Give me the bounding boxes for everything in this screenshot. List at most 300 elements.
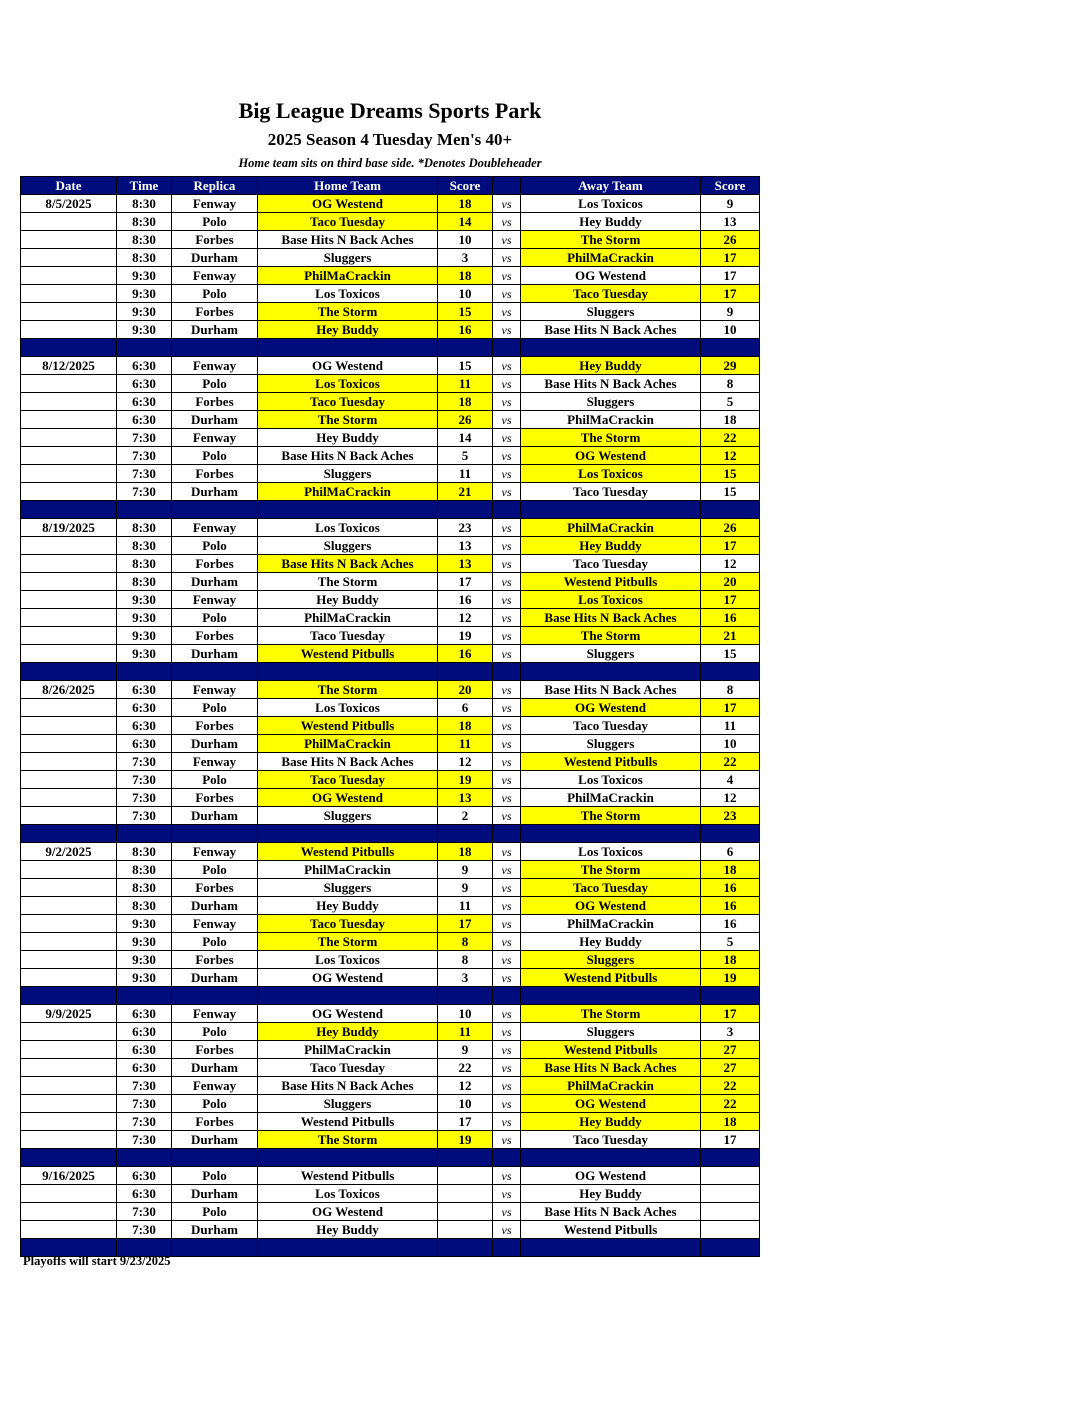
replica-cell: Polo: [172, 375, 258, 393]
home-score-cell: 17: [438, 1113, 493, 1131]
date-cell: [21, 951, 117, 969]
separator-cell: [438, 987, 493, 1005]
away-score-cell: 17: [701, 267, 760, 285]
home-team-cell: Sluggers: [258, 807, 438, 825]
time-cell: 6:30: [117, 1167, 172, 1185]
home-team-cell: Taco Tuesday: [258, 627, 438, 645]
vs-label: vs: [493, 231, 521, 249]
away-team-cell: Westend Pitbulls: [521, 1041, 701, 1059]
game-row: [21, 357, 760, 375]
home-score-cell: [438, 1167, 493, 1185]
home-score-cell: 14: [438, 213, 493, 231]
away-score-cell: 21: [701, 627, 760, 645]
home-score-cell: 11: [438, 465, 493, 483]
away-team-cell: PhilMaCrackin: [521, 915, 701, 933]
home-team-cell: Base Hits N Back Aches: [258, 753, 438, 771]
date-cell: [21, 717, 117, 735]
vs-label: vs: [493, 699, 521, 717]
away-team-cell: Los Toxicos: [521, 591, 701, 609]
away-score-cell: [701, 1203, 760, 1221]
home-score-cell: 9: [438, 879, 493, 897]
col-away-team: Away Team: [521, 177, 701, 195]
separator-cell: [172, 663, 258, 681]
game-row: [21, 555, 760, 573]
time-cell: 6:30: [117, 411, 172, 429]
home-team-cell: Los Toxicos: [258, 285, 438, 303]
date-cell: [21, 699, 117, 717]
separator-cell: [258, 1149, 438, 1167]
home-score-cell: 18: [438, 195, 493, 213]
date-cell: [21, 861, 117, 879]
separator-cell: [21, 339, 117, 357]
col-replica: Replica: [172, 177, 258, 195]
home-score-cell: 16: [438, 591, 493, 609]
time-cell: 6:30: [117, 1005, 172, 1023]
separator-cell: [21, 987, 117, 1005]
away-team-cell: Taco Tuesday: [521, 483, 701, 501]
date-cell: [21, 753, 117, 771]
separator-cell: [701, 1239, 760, 1257]
home-score-cell: 11: [438, 735, 493, 753]
replica-cell: Polo: [172, 1203, 258, 1221]
vs-label: vs: [493, 681, 521, 699]
away-team-cell: Westend Pitbulls: [521, 1221, 701, 1239]
home-team-cell: Sluggers: [258, 879, 438, 897]
away-team-cell: Sluggers: [521, 735, 701, 753]
time-cell: 7:30: [117, 1203, 172, 1221]
away-team-cell: The Storm: [521, 429, 701, 447]
away-score-cell: 10: [701, 735, 760, 753]
game-row: [21, 753, 760, 771]
vs-label: vs: [493, 645, 521, 663]
home-team-cell: The Storm: [258, 411, 438, 429]
away-score-cell: 17: [701, 699, 760, 717]
home-score-cell: 11: [438, 1023, 493, 1041]
replica-cell: Polo: [172, 933, 258, 951]
replica-cell: Polo: [172, 447, 258, 465]
away-score-cell: 12: [701, 447, 760, 465]
away-score-cell: 26: [701, 519, 760, 537]
vs-label: vs: [493, 249, 521, 267]
time-cell: 6:30: [117, 393, 172, 411]
home-score-cell: 19: [438, 627, 493, 645]
away-team-cell: The Storm: [521, 1005, 701, 1023]
game-row: [21, 267, 760, 285]
away-score-cell: 16: [701, 879, 760, 897]
date-cell: [21, 1113, 117, 1131]
time-cell: 6:30: [117, 1023, 172, 1041]
home-team-cell: OG Westend: [258, 969, 438, 987]
vs-label: vs: [493, 483, 521, 501]
away-team-cell: Sluggers: [521, 1023, 701, 1041]
replica-cell: Durham: [172, 1221, 258, 1239]
date-cell: [21, 1041, 117, 1059]
game-row: [21, 933, 760, 951]
separator-cell: [493, 501, 521, 519]
home-team-cell: Hey Buddy: [258, 591, 438, 609]
game-row: [21, 537, 760, 555]
separator-cell: [521, 663, 701, 681]
away-score-cell: 27: [701, 1041, 760, 1059]
home-team-cell: Sluggers: [258, 1095, 438, 1113]
time-cell: 7:30: [117, 1077, 172, 1095]
game-row: [21, 897, 760, 915]
vs-label: vs: [493, 285, 521, 303]
time-cell: 9:30: [117, 285, 172, 303]
home-team-cell: Los Toxicos: [258, 1185, 438, 1203]
vs-label: vs: [493, 393, 521, 411]
separator-cell: [521, 825, 701, 843]
header-row: [21, 177, 760, 195]
home-score-cell: 11: [438, 897, 493, 915]
vs-label: vs: [493, 429, 521, 447]
home-score-cell: 19: [438, 1131, 493, 1149]
game-row: [21, 1203, 760, 1221]
away-team-cell: OG Westend: [521, 267, 701, 285]
date-cell: [21, 1185, 117, 1203]
replica-cell: Polo: [172, 609, 258, 627]
home-team-cell: PhilMaCrackin: [258, 1041, 438, 1059]
time-cell: 7:30: [117, 1095, 172, 1113]
home-team-cell: Westend Pitbulls: [258, 1167, 438, 1185]
away-team-cell: Sluggers: [521, 393, 701, 411]
home-score-cell: 17: [438, 573, 493, 591]
home-team-cell: Westend Pitbulls: [258, 717, 438, 735]
away-team-cell: Taco Tuesday: [521, 717, 701, 735]
away-score-cell: 16: [701, 897, 760, 915]
game-row: [21, 807, 760, 825]
vs-label: vs: [493, 573, 521, 591]
away-score-cell: 17: [701, 1005, 760, 1023]
replica-cell: Polo: [172, 1095, 258, 1113]
vs-label: vs: [493, 627, 521, 645]
date-cell: [21, 915, 117, 933]
date-cell: [21, 897, 117, 915]
away-score-cell: 18: [701, 861, 760, 879]
time-cell: 7:30: [117, 483, 172, 501]
time-cell: 9:30: [117, 645, 172, 663]
playoffs-note: Playoffs will start 9/23/2025: [23, 1254, 171, 1268]
home-score-cell: 12: [438, 1077, 493, 1095]
home-score-cell: 14: [438, 429, 493, 447]
home-team-cell: Hey Buddy: [258, 1221, 438, 1239]
home-score-cell: 11: [438, 375, 493, 393]
date-cell: [21, 735, 117, 753]
replica-cell: Durham: [172, 645, 258, 663]
date-cell: [21, 789, 117, 807]
away-team-cell: Base Hits N Back Aches: [521, 609, 701, 627]
col-time: Time: [117, 177, 172, 195]
home-team-cell: Los Toxicos: [258, 699, 438, 717]
page-title: Big League Dreams Sports Park: [238, 98, 542, 123]
replica-cell: Fenway: [172, 1077, 258, 1095]
vs-label: vs: [493, 465, 521, 483]
game-row: [21, 699, 760, 717]
vs-label: vs: [493, 753, 521, 771]
home-team-cell: OG Westend: [258, 357, 438, 375]
home-score-cell: 12: [438, 753, 493, 771]
game-row: [21, 1221, 760, 1239]
game-row: [21, 861, 760, 879]
date-cell: [21, 645, 117, 663]
replica-cell: Polo: [172, 1023, 258, 1041]
vs-label: vs: [493, 1095, 521, 1113]
date-cell: [21, 447, 117, 465]
replica-cell: Fenway: [172, 357, 258, 375]
time-cell: 6:30: [117, 1059, 172, 1077]
home-team-cell: Hey Buddy: [258, 897, 438, 915]
away-team-cell: Hey Buddy: [521, 933, 701, 951]
home-team-cell: Taco Tuesday: [258, 771, 438, 789]
game-row: [21, 735, 760, 753]
replica-cell: Durham: [172, 897, 258, 915]
separator-cell: [438, 825, 493, 843]
week-separator: [21, 663, 760, 681]
date-cell: 8/19/2025: [21, 519, 117, 537]
away-team-cell: PhilMaCrackin: [521, 519, 701, 537]
game-row: [21, 1113, 760, 1131]
away-score-cell: 16: [701, 915, 760, 933]
home-score-cell: 21: [438, 483, 493, 501]
home-score-cell: 20: [438, 681, 493, 699]
game-row: [21, 843, 760, 861]
away-score-cell: 6: [701, 843, 760, 861]
home-team-cell: PhilMaCrackin: [258, 861, 438, 879]
home-team-cell: Hey Buddy: [258, 321, 438, 339]
home-score-cell: [438, 1203, 493, 1221]
away-score-cell: 22: [701, 429, 760, 447]
separator-cell: [493, 987, 521, 1005]
home-team-cell: Westend Pitbulls: [258, 645, 438, 663]
vs-label: vs: [493, 1023, 521, 1041]
vs-label: vs: [493, 1131, 521, 1149]
game-row: [21, 429, 760, 447]
game-row: [21, 789, 760, 807]
replica-cell: Durham: [172, 483, 258, 501]
vs-label: vs: [493, 915, 521, 933]
date-cell: 9/16/2025: [21, 1167, 117, 1185]
home-team-cell: Base Hits N Back Aches: [258, 447, 438, 465]
time-cell: 6:30: [117, 681, 172, 699]
home-team-cell: Sluggers: [258, 537, 438, 555]
home-score-cell: 18: [438, 717, 493, 735]
away-score-cell: 9: [701, 195, 760, 213]
separator-cell: [701, 501, 760, 519]
vs-label: vs: [493, 843, 521, 861]
replica-cell: Forbes: [172, 627, 258, 645]
away-score-cell: [701, 1221, 760, 1239]
away-team-cell: OG Westend: [521, 1167, 701, 1185]
separator-cell: [172, 501, 258, 519]
away-score-cell: 12: [701, 555, 760, 573]
game-row: [21, 519, 760, 537]
away-team-cell: Los Toxicos: [521, 465, 701, 483]
time-cell: 6:30: [117, 717, 172, 735]
home-score-cell: 3: [438, 969, 493, 987]
away-team-cell: The Storm: [521, 231, 701, 249]
separator-cell: [172, 1149, 258, 1167]
date-cell: [21, 375, 117, 393]
separator-cell: [258, 987, 438, 1005]
separator-cell: [493, 339, 521, 357]
vs-label: vs: [493, 1059, 521, 1077]
separator-cell: [117, 1149, 172, 1167]
vs-label: vs: [493, 537, 521, 555]
date-cell: [21, 213, 117, 231]
time-cell: 8:30: [117, 213, 172, 231]
game-row: [21, 411, 760, 429]
game-row: [21, 1185, 760, 1203]
away-score-cell: 22: [701, 753, 760, 771]
separator-cell: [701, 339, 760, 357]
replica-cell: Fenway: [172, 591, 258, 609]
week-separator: [21, 501, 760, 519]
date-cell: [21, 303, 117, 321]
vs-label: vs: [493, 1005, 521, 1023]
time-cell: 7:30: [117, 447, 172, 465]
date-cell: [21, 393, 117, 411]
away-score-cell: 19: [701, 969, 760, 987]
time-cell: 9:30: [117, 627, 172, 645]
separator-cell: [521, 339, 701, 357]
home-team-cell: Taco Tuesday: [258, 213, 438, 231]
away-score-cell: 26: [701, 231, 760, 249]
home-team-cell: PhilMaCrackin: [258, 267, 438, 285]
time-cell: 8:30: [117, 861, 172, 879]
game-row: [21, 195, 760, 213]
date-cell: 9/2/2025: [21, 843, 117, 861]
separator-cell: [493, 1149, 521, 1167]
home-score-cell: 10: [438, 1005, 493, 1023]
away-team-cell: Base Hits N Back Aches: [521, 375, 701, 393]
home-score-cell: 18: [438, 843, 493, 861]
home-team-cell: The Storm: [258, 933, 438, 951]
time-cell: 8:30: [117, 897, 172, 915]
away-team-cell: OG Westend: [521, 447, 701, 465]
away-team-cell: The Storm: [521, 807, 701, 825]
away-team-cell: Taco Tuesday: [521, 285, 701, 303]
replica-cell: Polo: [172, 285, 258, 303]
separator-cell: [493, 663, 521, 681]
away-team-cell: Base Hits N Back Aches: [521, 681, 701, 699]
home-team-cell: Taco Tuesday: [258, 1059, 438, 1077]
vs-label: vs: [493, 1077, 521, 1095]
home-score-cell: 9: [438, 861, 493, 879]
separator-cell: [493, 825, 521, 843]
away-team-cell: Base Hits N Back Aches: [521, 321, 701, 339]
home-score-cell: 18: [438, 393, 493, 411]
away-team-cell: The Storm: [521, 861, 701, 879]
date-cell: [21, 1095, 117, 1113]
time-cell: 8:30: [117, 249, 172, 267]
away-score-cell: 18: [701, 951, 760, 969]
separator-cell: [521, 501, 701, 519]
game-row: [21, 447, 760, 465]
time-cell: 8:30: [117, 537, 172, 555]
home-score-cell: 13: [438, 555, 493, 573]
date-cell: [21, 1131, 117, 1149]
away-team-cell: PhilMaCrackin: [521, 789, 701, 807]
date-cell: [21, 321, 117, 339]
game-row: [21, 483, 760, 501]
date-cell: [21, 1023, 117, 1041]
away-score-cell: 17: [701, 285, 760, 303]
separator-cell: [117, 501, 172, 519]
replica-cell: Durham: [172, 411, 258, 429]
vs-label: vs: [493, 609, 521, 627]
replica-cell: Fenway: [172, 681, 258, 699]
vs-label: vs: [493, 1041, 521, 1059]
away-team-cell: Hey Buddy: [521, 213, 701, 231]
replica-cell: Durham: [172, 1185, 258, 1203]
vs-label: vs: [493, 411, 521, 429]
date-cell: [21, 429, 117, 447]
home-team-cell: OG Westend: [258, 789, 438, 807]
home-team-cell: PhilMaCrackin: [258, 735, 438, 753]
replica-cell: Forbes: [172, 1113, 258, 1131]
separator-cell: [701, 987, 760, 1005]
date-cell: [21, 933, 117, 951]
time-cell: 8:30: [117, 555, 172, 573]
away-team-cell: Los Toxicos: [521, 771, 701, 789]
replica-cell: Fenway: [172, 1005, 258, 1023]
home-team-cell: OG Westend: [258, 1203, 438, 1221]
separator-cell: [21, 1149, 117, 1167]
time-cell: 7:30: [117, 1131, 172, 1149]
game-row: [21, 393, 760, 411]
home-score-cell: 8: [438, 951, 493, 969]
time-cell: 6:30: [117, 1041, 172, 1059]
date-cell: [21, 969, 117, 987]
away-team-cell: Westend Pitbulls: [521, 573, 701, 591]
date-cell: [21, 267, 117, 285]
game-row: [21, 213, 760, 231]
away-team-cell: Taco Tuesday: [521, 879, 701, 897]
vs-label: vs: [493, 591, 521, 609]
time-cell: 7:30: [117, 465, 172, 483]
home-team-cell: Base Hits N Back Aches: [258, 1077, 438, 1095]
replica-cell: Fenway: [172, 753, 258, 771]
vs-label: vs: [493, 555, 521, 573]
game-row: [21, 1005, 760, 1023]
home-score-cell: 3: [438, 249, 493, 267]
date-cell: [21, 537, 117, 555]
home-team-cell: PhilMaCrackin: [258, 483, 438, 501]
vs-label: vs: [493, 357, 521, 375]
replica-cell: Fenway: [172, 267, 258, 285]
separator-cell: [172, 825, 258, 843]
separator-cell: [21, 663, 117, 681]
col-date: Date: [21, 177, 117, 195]
time-cell: 8:30: [117, 195, 172, 213]
vs-label: vs: [493, 771, 521, 789]
home-team-cell: Hey Buddy: [258, 429, 438, 447]
vs-label: vs: [493, 321, 521, 339]
game-row: [21, 1059, 760, 1077]
away-team-cell: Base Hits N Back Aches: [521, 1203, 701, 1221]
away-score-cell: 17: [701, 249, 760, 267]
separator-cell: [521, 987, 701, 1005]
home-team-cell: The Storm: [258, 1131, 438, 1149]
home-score-cell: 12: [438, 609, 493, 627]
time-cell: 9:30: [117, 267, 172, 285]
vs-label: vs: [493, 969, 521, 987]
schedule-note: Home team sits on third base side. *Denotes Doubleheader: [238, 156, 542, 170]
schedule-table: [20, 176, 760, 1257]
replica-cell: Forbes: [172, 1041, 258, 1059]
home-team-cell: The Storm: [258, 681, 438, 699]
replica-cell: Durham: [172, 735, 258, 753]
